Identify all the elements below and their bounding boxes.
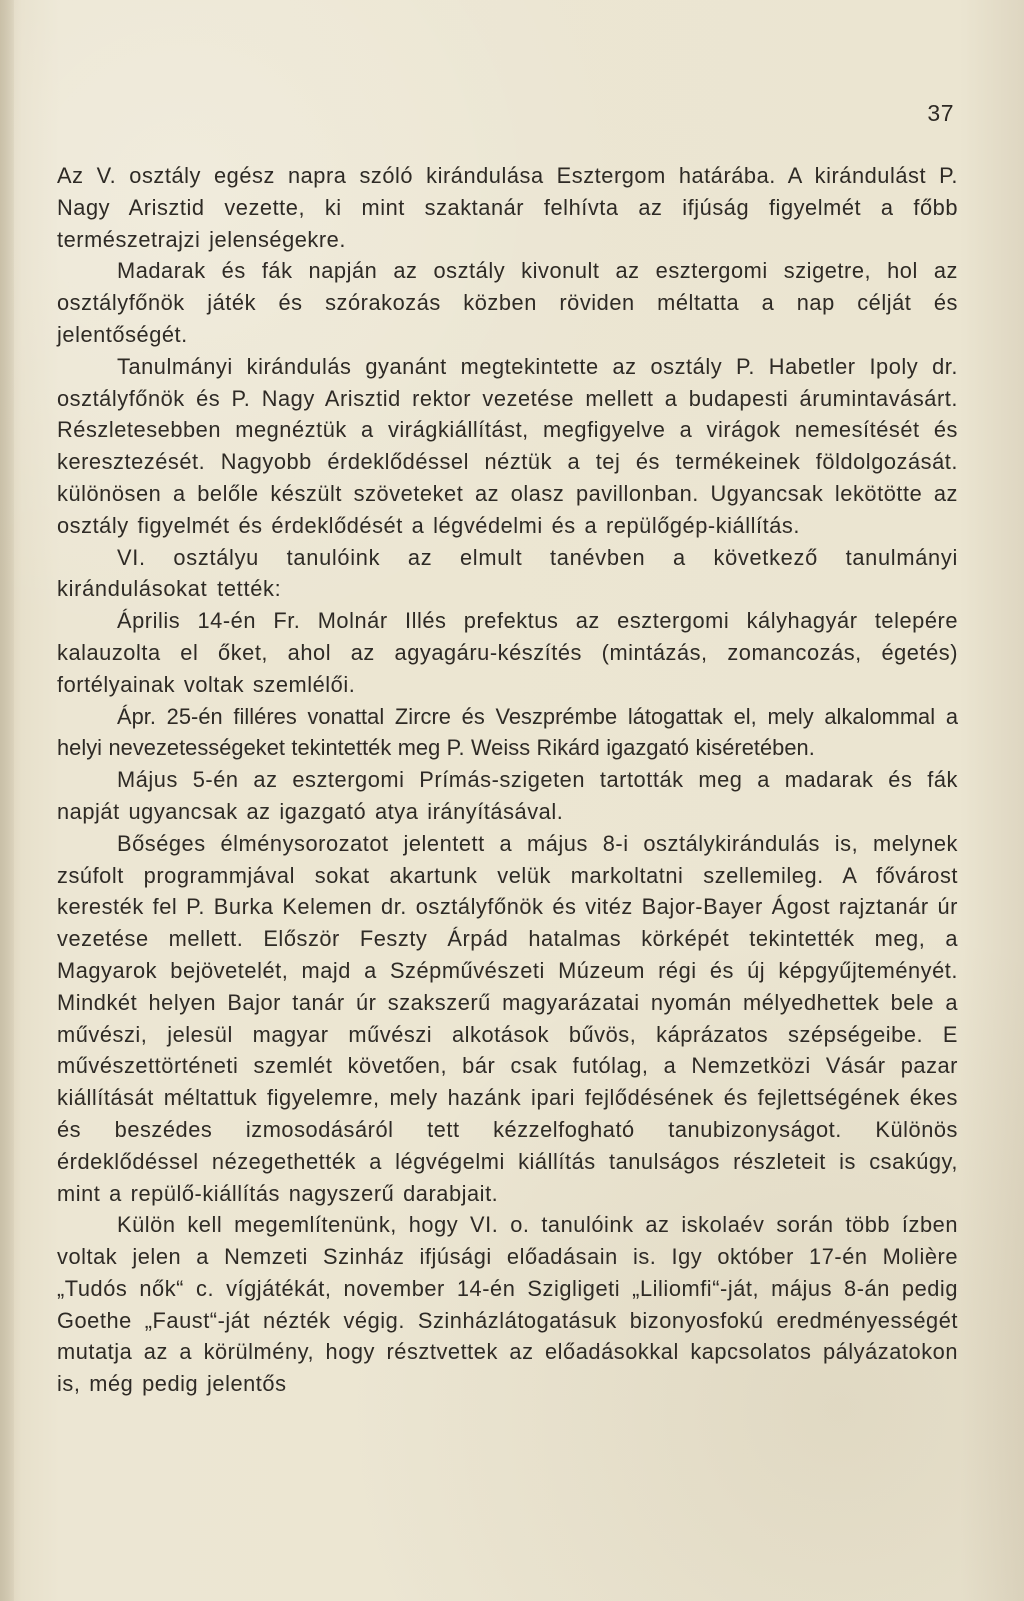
paragraph-6: Ápr. 25-én filléres vonattal Zircre és Veszprémbe látogattak el, mely alkalommal a helyi nevezetességeket tekintették meg P. Weiss Rikárd igazgató kiséretében. bbox=[57, 703, 958, 761]
paper-left-edge bbox=[0, 0, 14, 1601]
document-text bbox=[57, 160, 958, 1400]
page-number: 37 bbox=[927, 100, 954, 126]
paragraph-9: Külön kell megemlítenünk, hogy VI. o. tanulóink az iskolaév során több ízben voltak jelen a Nemzeti Szinház ifjúsági előadásain is. Igy október 17-én Molière „Tudós nők“ c. vígjátékát, november 14-én Szigligeti „Liliomfi“-ját, május 8-án pedig Goethe „Faust“-ját nézték végig. Szinházlátogatásuk bizonyosfokú eredményességét mutatja az a körülmény, hogy résztvettek az előadásokkal kapcsolatos pályázatokon is, még pedig jelentős bbox=[57, 1212, 958, 1397]
paragraph-5: Április 14-én Fr. Molnár Illés prefektus az esztergomi kályhagyár telepére kalauzolta el őket, ahol az agyagáru-készítés (mintázás, zomancozás, égetés) fortélyainak voltak szemlélői. bbox=[57, 608, 958, 697]
paragraph-2: Madarak és fák napján az osztály kivonult az esztergomi szigetre, hol az osztályfőnök játék és szórakozás közben röviden méltatta a nap célját és jelentőségét. bbox=[57, 258, 958, 347]
paragraph-7: Május 5-én az esztergomi Prímás-szigeten tartották meg a madarak és fák napját ugyancsak az igazgató atya irányításával. bbox=[57, 767, 958, 824]
paragraph-3: Tanulmányi kirándulás gyanánt megtekintette az osztály P. Habetler Ipoly dr. osztályfőnök és P. Nagy Arisztid rektor vezetése mellett a budapesti árumintavásárt. Részletesebben megnéztük a virágkiállítást, megfigyelve a virágok nemesítését és keresztezését. Nagyobb érdeklődéssel néztük a tej és termékeinek földolgozását. különösen a belőle készült szöveteket az olasz pavillonban. Ugyancsak lekötötte az osztály figyelmét és érdeklődését a légvédelmi és a repülőgép-kiállítás. bbox=[57, 353, 958, 538]
paragraph-4: VI. osztályu tanulóink az elmult tanévben a következő tanulmányi kirándulásokat tették: bbox=[57, 544, 958, 602]
paragraph-8: Bőséges élménysorozatot jelentett a május 8-i osztálykirándulás is, melynek zsúfolt programmjával sokat akartunk velük markoltatni szellemileg. A fővárost keresték fel P. Burka Kelemen dr. osztályfőnök és vitéz Bajor-Bayer Ágost rajztanár úr vezetése mellett. Először Feszty Árpád hatalmas körképét tekintették meg, a Magyarok bejövetelét, majd a Szépművészeti Múzeum régi és új képgyűjteményét. Mindkét helyen Bajor tanár úr szakszerű magyarázatai nyomán mélyedhettek bele a művészi, jelesül magyar művészi alkotások bűvös, káprázatos szépségeibe. E művészettörténeti szemlét követően, bár csak futólag, a Nemzetközi Vásár pazar kiállítását méltattuk figyelemre, mely hazánk ipari fejlődésének és fejlettségének ékes és beszédes izmosodásáról tett kézzelfogható tanubizonyságot. Különös érdeklődéssel nézegethették a légvégelmi kiállítás tanulságos részleteit is csakúgy, mint a repülő-kiállítás nagyszerű darabjait. bbox=[57, 830, 958, 1206]
paragraph-1: Az V. osztály egész napra szóló kirándulása Esztergom határába. A kirándulást P. Nagy Arisztid vezette, ki mint szaktanár felhívta az ifjúság figyelmét a főbb természetrajzi jelenségekre. bbox=[57, 163, 958, 252]
